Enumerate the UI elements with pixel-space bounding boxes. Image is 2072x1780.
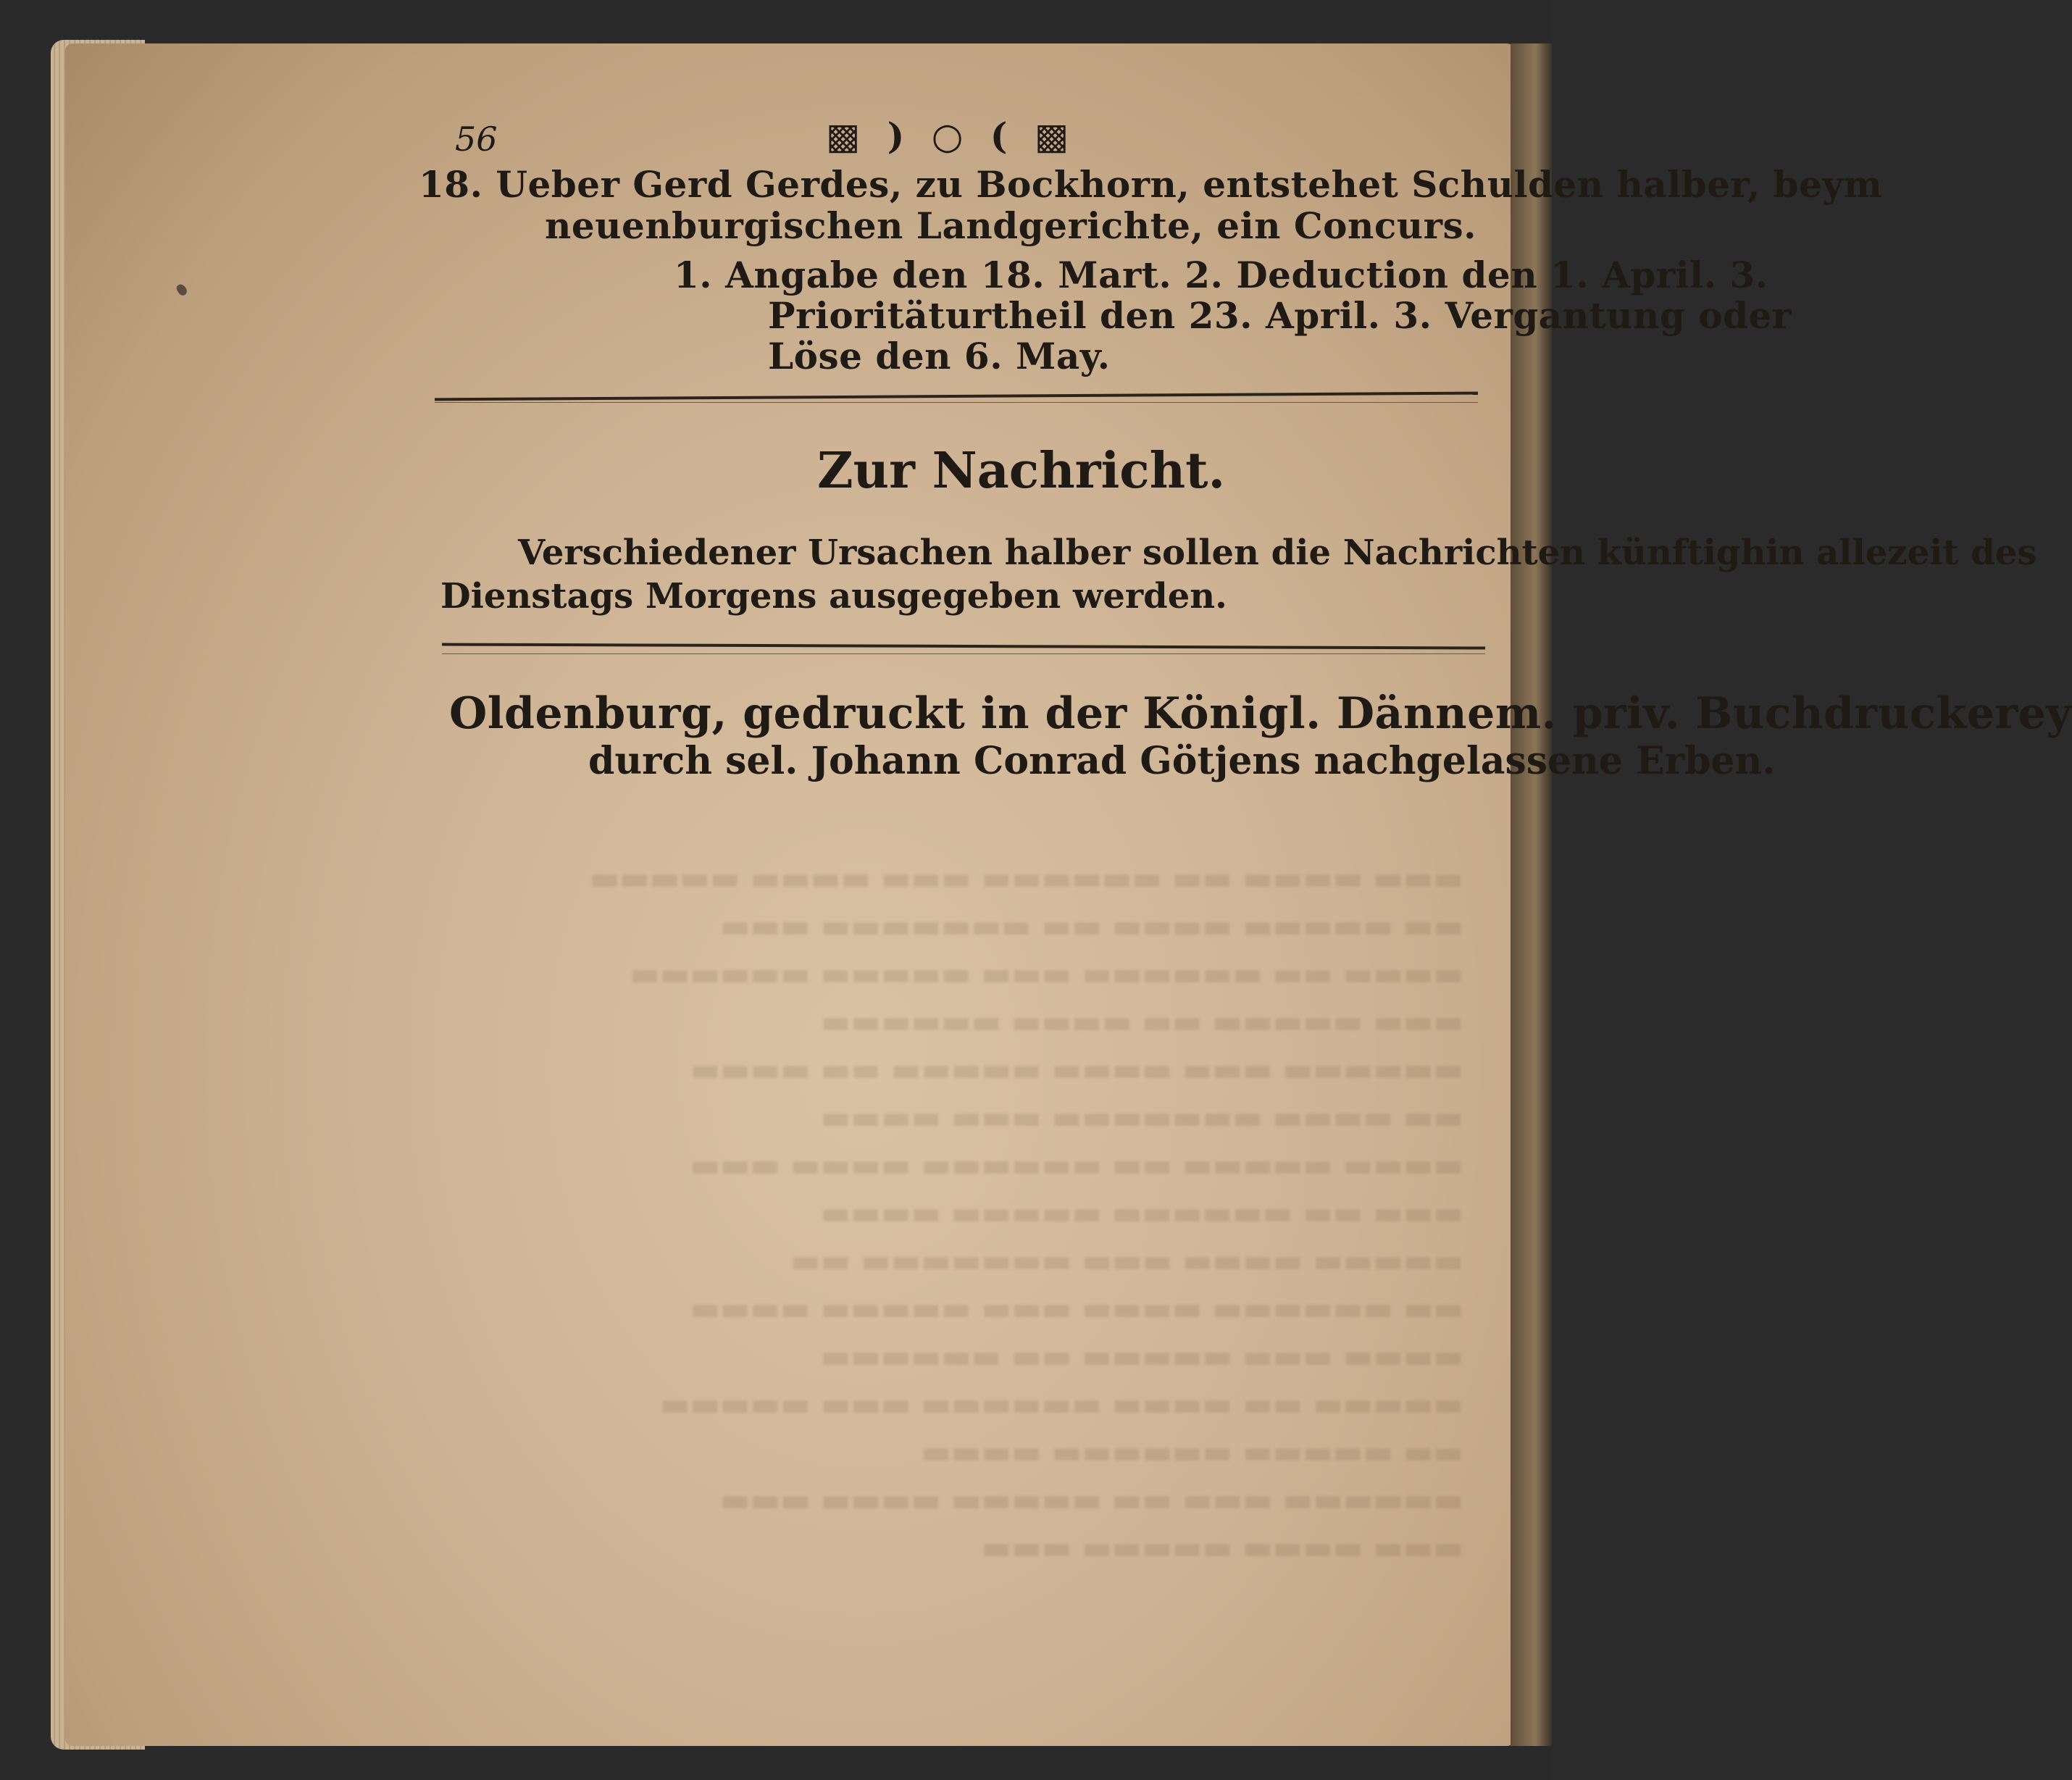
notice-heading: Zur Nachricht. (817, 442, 1226, 500)
entry-line-1: 18. Ueber Gerd Gerdes, zu Bockhorn, entstehet Schulden halber, beym (419, 163, 1883, 206)
divider-rule-thin (435, 402, 1478, 403)
page-number: 56 (455, 120, 498, 159)
bleed-through-texture: ▬▬▬ ▬▬▬▬ ▬▬ ▬▬▬▬▬▬ ▬▬▬ ▬▬▬▬ ▬▬▬▬▬ ▬▬ ▬▬▬▬▬ ▬▬▬▬ ▬▬ ▬▬▬▬▬▬▬ ▬▬▬ ▬▬▬▬ ▬▬ ▬▬▬▬▬▬ ▬▬▬ ▬▬▬▬▬ ▬▬▬▬▬▬ ▬▬▬ ▬▬▬▬▬ ▬▬ ▬▬▬▬ ▬▬▬▬▬▬ ▬▬▬▬▬▬ ▬▬▬ ▬▬▬▬ ▬▬▬▬▬ ▬▬ ▬▬▬▬ ▬▬ ▬▬▬▬ ▬▬▬▬▬▬▬ ▬▬▬ ▬▬▬▬ ▬▬▬▬ ▬▬▬▬▬ ▬▬ ▬▬▬▬▬▬ ▬▬▬▬ ▬▬▬ ▬▬▬ ▬▬ ▬▬▬▬▬▬ ▬▬▬▬▬ ▬▬▬▬ ▬▬▬▬▬ ▬▬▬▬ ▬▬▬ ▬▬▬▬▬▬▬ ▬▬ ▬▬ ▬▬▬▬▬▬ ▬▬▬▬ ▬▬▬ ▬▬▬▬▬ ▬▬▬▬ ▬▬▬▬ ▬▬▬ ▬▬▬▬▬ ▬▬ ▬▬▬▬▬▬ ▬▬▬▬▬ ▬▬ ▬▬▬▬ ▬▬▬▬▬▬ ▬▬▬ ▬▬▬▬▬ ▬▬ ▬▬▬▬▬ ▬▬▬▬▬▬ ▬▬▬▬ ▬▬▬▬▬▬ ▬▬▬ ▬▬ ▬▬▬▬▬ ▬▬▬▬ ▬▬▬ ▬▬▬ ▬▬▬▬ ▬▬▬▬▬ ▬▬▬ (589, 860, 1463, 1566)
divider-rule-thin (442, 653, 1485, 654)
entry-line-5: Löse den 6. May. (768, 335, 1111, 377)
entry-line-3: 1. Angabe den 18. Mart. 2. Deduction den 1. April. 3. (674, 254, 1768, 296)
entry-line-4: Prioritäturtheil den 23. April. 3. Vergantung oder (768, 294, 1792, 337)
notice-text-line-1: Verschiedener Ursachen halber sollen die Nachrichten künftighin allezeit des (518, 532, 2037, 573)
imprint-line-2: durch sel. Johann Conrad Götjens nachgelassene Erben. (588, 739, 1776, 783)
notice-text-line-2: Dienstags Morgens ausgegeben werden. (440, 576, 1227, 617)
header-ornament: ▩ ) ○ ( ▩ (826, 114, 1077, 157)
imprint-line-1: Oldenburg, gedruckt in der Königl. Dännem. priv. Buchdruckerey (449, 688, 2072, 739)
entry-line-2: neuenburgischen Landgerichte, ein Concurs. (545, 204, 1477, 247)
